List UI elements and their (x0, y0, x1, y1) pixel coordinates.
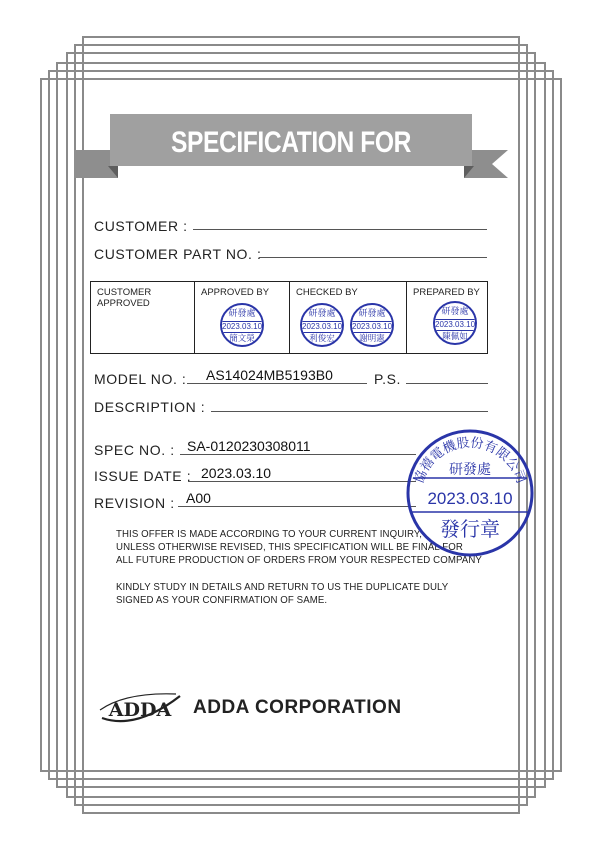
revision-value: A00 (186, 490, 211, 506)
study-paragraph (116, 581, 448, 607)
svg-text:ADDA: ADDA (108, 699, 172, 721)
stamp-date: 2023.03.10 (352, 322, 393, 331)
issue-value: 2023.03.10 (201, 465, 272, 481)
stamp-name: 利俊宏 (309, 334, 335, 344)
issue-label: ISSUE DATE : (94, 468, 192, 484)
prepared-stamp (433, 301, 477, 345)
paragraph-line: KINDLY STUDY IN DETAILS AND RETURN TO US THE DUPLICATE DULY (116, 581, 449, 593)
stamp-dept: 研發處 (228, 309, 256, 319)
paragraph-line: UNLESS OTHERWISE REVISED, THIS SPECIFICATION WILL BE FINAL FOR (116, 541, 463, 553)
prepared-by-label: PREPARED BY (413, 287, 480, 298)
spec-line[interactable] (180, 454, 416, 455)
approved-stamp (220, 303, 264, 347)
stamp-date: 2023.03.10 (302, 322, 343, 331)
customer-label: CUSTOMER : (94, 218, 188, 234)
paragraph-line: SIGNED AS YOUR CONFIRMATION OF SAME. (116, 594, 328, 606)
model-line[interactable] (187, 383, 367, 384)
signature-table (90, 281, 488, 354)
stamp-date-big: 2023.03.10 (427, 489, 513, 508)
customer-part-line[interactable] (259, 257, 487, 258)
approved-by-label: APPROVED BY (201, 287, 270, 298)
issue-line[interactable] (188, 481, 416, 482)
stamp-name: 陳佩如 (442, 332, 468, 342)
description-line[interactable] (211, 411, 488, 412)
stamp-dept-big: 研發處 (449, 462, 491, 478)
checked-by-label: CHECKED BY (296, 287, 358, 298)
stamp-date: 2023.03.10 (435, 320, 476, 329)
stamp-label-big: 發行章 (440, 517, 500, 541)
spec-label: SPEC NO. : (94, 442, 175, 458)
spec-value: SA-0120230308011 (187, 438, 311, 454)
model-value: AS14024MB5193B0 (206, 367, 333, 383)
description-label: DESCRIPTION : (94, 399, 206, 415)
footer-company-name: ADDA CORPORATION (193, 697, 402, 718)
stamp-dept: 研發處 (441, 307, 469, 317)
customer-line[interactable] (193, 229, 487, 230)
stamp-name: 謝明憲 (359, 334, 385, 344)
checked-stamp-1 (300, 303, 344, 347)
paragraph-line: ALL FUTURE PRODUCTION OF ORDERS FROM YOUR RESPECTED COMPANY (116, 554, 482, 566)
revision-label: REVISION : (94, 495, 175, 511)
stamp-dept: 研發處 (358, 309, 386, 319)
customer-approved-label: CUSTOMER APPROVED (97, 287, 152, 309)
model-label: MODEL NO. : (94, 371, 187, 387)
paragraph-line: THIS OFFER IS MADE ACCORDING TO YOUR CURRENT INQUIRY, (116, 528, 423, 540)
ps-line[interactable] (406, 383, 488, 384)
customer-part-label: CUSTOMER PART NO. : (94, 246, 262, 262)
stamp-company-name: 協禧電機股份有限公司 (411, 435, 529, 486)
ps-label: P.S. (374, 371, 402, 387)
checked-stamp-2 (350, 303, 394, 347)
revision-line[interactable] (178, 506, 416, 507)
prepared-by-cell (407, 282, 487, 353)
approved-by-cell (195, 282, 290, 353)
customer-approved-cell (91, 282, 195, 353)
company-stamp (405, 428, 535, 558)
stamp-name: 簡文榮 (229, 334, 255, 344)
stamp-dept: 研發處 (308, 309, 336, 319)
checked-by-cell (290, 282, 407, 353)
page-title: SPECIFICATION FOR APPROVAL (171, 126, 411, 211)
adda-logo (96, 690, 188, 726)
stamp-date: 2023.03.10 (222, 322, 263, 331)
